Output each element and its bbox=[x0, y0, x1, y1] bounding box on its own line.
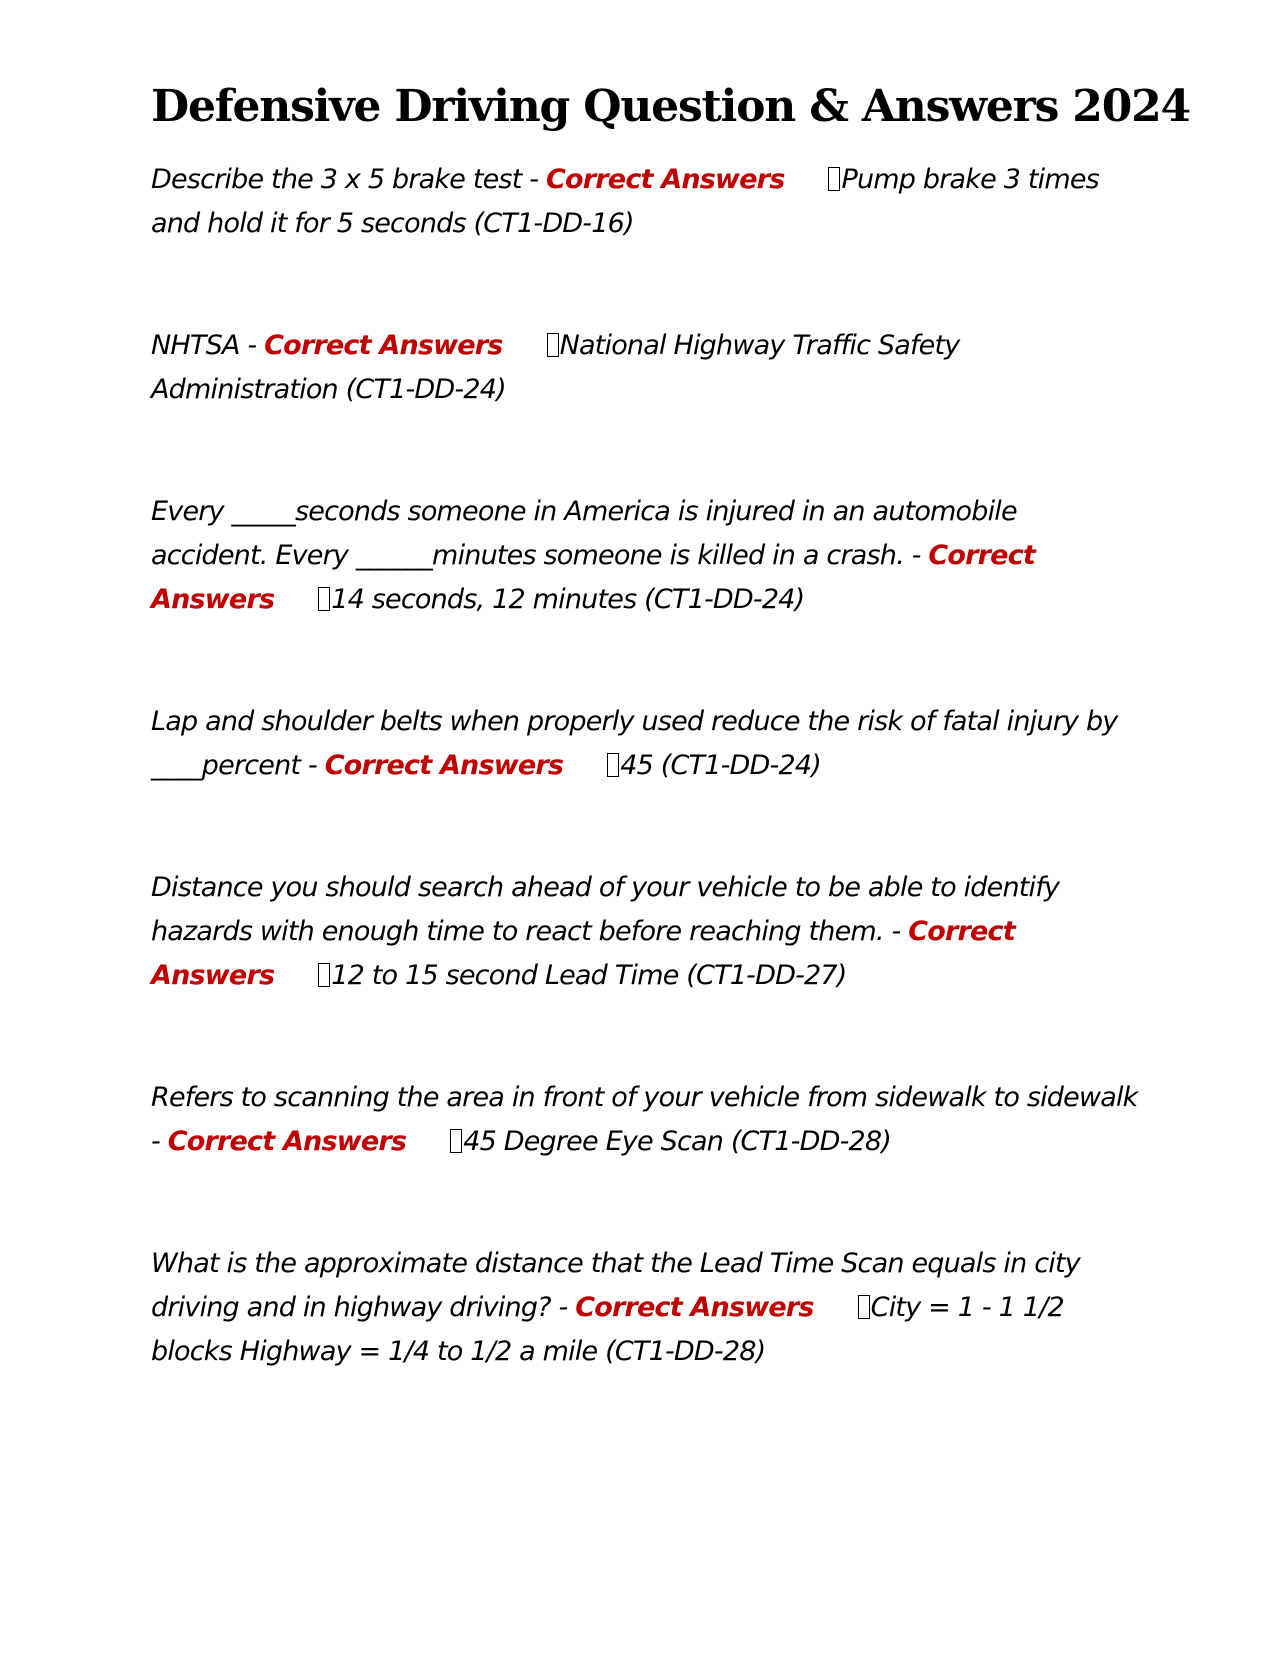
answer-text: 45 (CT1-DD-24) bbox=[620, 750, 821, 781]
missing-glyph-icon bbox=[607, 753, 619, 777]
correct-answers-label: Correct Answers bbox=[151, 916, 1015, 991]
separator: - bbox=[300, 750, 325, 781]
question-text: NHTSA bbox=[151, 330, 240, 361]
correct-answers-label: Correct Answers bbox=[151, 540, 1036, 615]
correct-answers-label: Correct Answers bbox=[167, 1126, 407, 1157]
document-title: Defensive Driving Question & Answers 2024 bbox=[151, 81, 1190, 132]
missing-glyph-icon bbox=[547, 333, 559, 357]
qa-item-3 bbox=[151, 490, 1141, 622]
qa-item-2 bbox=[151, 324, 1141, 412]
separator: - bbox=[903, 540, 929, 571]
correct-answers-label: Correct Answers bbox=[324, 750, 564, 781]
question-text: Distance you should search ahead of your vehicle to be able to identify hazards with enough time to react before reaching them. bbox=[151, 872, 1060, 947]
missing-glyph-icon bbox=[318, 587, 330, 611]
question-text: Lap and shoulder belts when properly used reduce the risk of fatal injury by ____percent bbox=[151, 706, 1118, 781]
answer-text: Pump brake 3 times and hold it for 5 seconds (CT1-DD-16) bbox=[151, 164, 1099, 239]
qa-item-4 bbox=[151, 700, 1141, 788]
separator: - bbox=[550, 1292, 576, 1323]
separator: - bbox=[151, 1126, 168, 1157]
question-text: What is the approximate distance that the Lead Time Scan equals in city driving and in highway driving? bbox=[151, 1248, 1080, 1323]
question-text: Refers to scanning the area in front of your vehicle from sidewalk to sidewalk bbox=[151, 1082, 1138, 1113]
qa-item-7 bbox=[151, 1242, 1141, 1374]
question-text: Every _____seconds someone in America is injured in an automobile accident. Every ______minutes someone is killed in a crash. bbox=[151, 496, 1017, 571]
question-text: Describe the 3 x 5 brake test bbox=[151, 164, 522, 195]
qa-item-6 bbox=[151, 1076, 1141, 1164]
missing-glyph-icon bbox=[858, 1295, 870, 1319]
answer-text: 45 Degree Eye Scan (CT1-DD-28) bbox=[463, 1126, 892, 1157]
answer-text: 14 seconds, 12 minutes (CT1-DD-24) bbox=[331, 584, 805, 615]
separator: - bbox=[239, 330, 265, 361]
correct-answers-label: Correct Answers bbox=[546, 164, 785, 195]
separator: - bbox=[521, 164, 547, 195]
answer-text: 12 to 15 second Lead Time (CT1-DD-27) bbox=[331, 960, 847, 991]
correct-answers-label: Correct Answers bbox=[575, 1292, 814, 1323]
qa-item-5 bbox=[151, 866, 1141, 998]
answer-text: City = 1 - 1 1/2 blocks Highway = 1/4 to 1/2 a mile (CT1-DD-28) bbox=[151, 1292, 1064, 1367]
missing-glyph-icon bbox=[828, 167, 840, 191]
document-page bbox=[151, 70, 1190, 1452]
qa-item-1 bbox=[151, 158, 1141, 246]
separator: - bbox=[883, 916, 909, 947]
answer-text: National Highway Traffic Safety Administration (CT1-DD-24) bbox=[151, 330, 960, 405]
missing-glyph-icon bbox=[318, 963, 330, 987]
correct-answers-label: Correct Answers bbox=[264, 330, 503, 361]
missing-glyph-icon bbox=[450, 1129, 462, 1153]
